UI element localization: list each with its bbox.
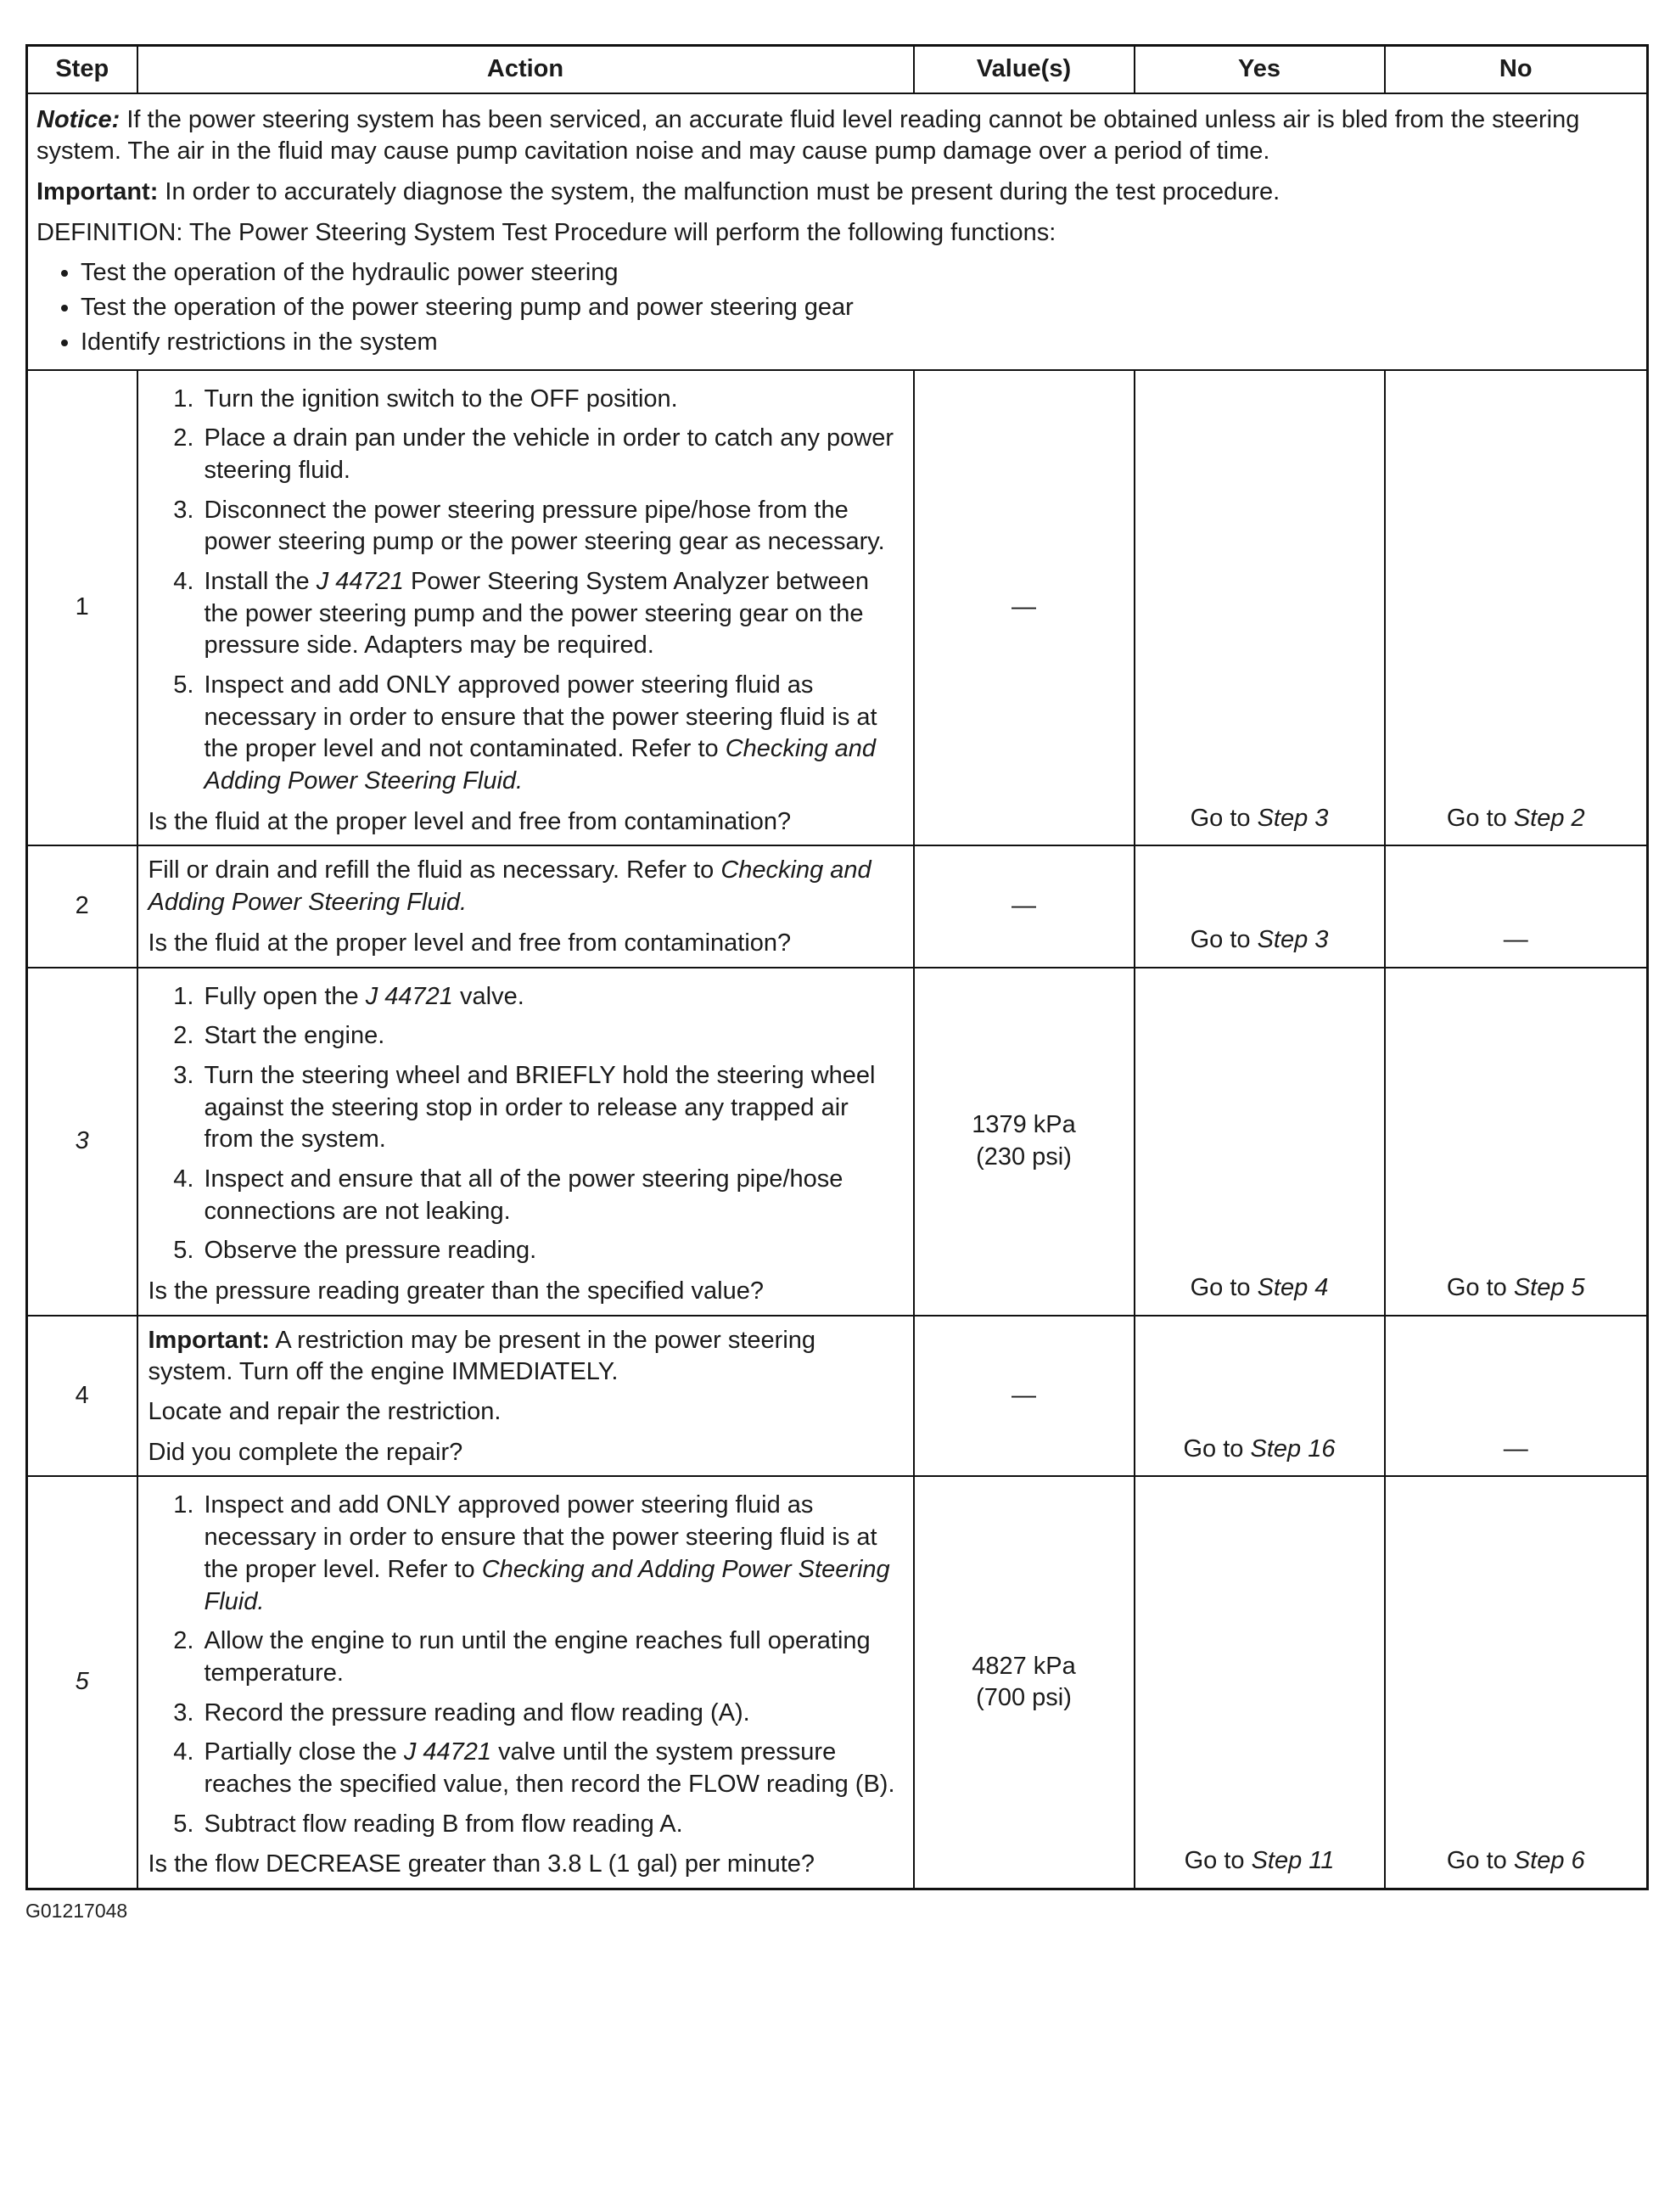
action-item: 5. Subtract flow reading B from flow reading A. xyxy=(201,1809,903,1841)
table-header-row xyxy=(27,46,1648,93)
action-item: 2. Place a drain pan under the vehicle in order to catch any power steering fluid. xyxy=(201,423,903,486)
value-cell xyxy=(914,370,1135,846)
action-cell xyxy=(137,1476,914,1889)
table-row-step-3 xyxy=(27,968,1648,1316)
important-paragraph: Important: In order to accurately diagnose the system, the malfunction must be present during the test procedure. xyxy=(36,178,1281,206)
notice-cell xyxy=(27,93,1648,370)
no-cell: — xyxy=(1385,1316,1648,1477)
action-item: 5. Observe the pressure reading. xyxy=(201,1235,903,1267)
value-line: 1379 kPa xyxy=(972,1110,1076,1138)
no-cell: Go to Step 2 xyxy=(1385,370,1648,846)
table-row-step-4 xyxy=(27,1316,1648,1477)
definition-paragraph: DEFINITION: The Power Steering System Test Procedure will perform the following functions: xyxy=(36,218,1056,246)
column-header-yes: Yes xyxy=(1135,46,1385,93)
step-number: 1 xyxy=(27,370,137,846)
value-line: — xyxy=(1012,892,1036,920)
step-number: 2 xyxy=(27,845,137,967)
no-cell: Go to Step 5 xyxy=(1385,968,1648,1316)
bullet-item: • Identify restrictions in the system xyxy=(81,327,1634,359)
column-header-no: No xyxy=(1385,46,1648,93)
value-line: (700 psi) xyxy=(976,1684,1072,1712)
action-list xyxy=(149,981,903,1268)
action-question: Did you complete the repair? xyxy=(148,1438,463,1466)
notice-paragraph: Notice: If the power steering system has been serviced, an accurate fluid level reading cannot be obtained unless air is bled from the steering system. The air in the fluid may cause pump cavitation noise and may cause pump damage over a period of time. xyxy=(36,105,1580,166)
bullet-item: • Test the operation of the hydraulic power steering xyxy=(81,257,1634,289)
action-cell xyxy=(137,845,914,967)
action-cell xyxy=(137,370,914,846)
action-paragraph: Fill or drain and refill the fluid as necessary. Refer to Checking and Adding Power Steering Fluid. xyxy=(148,856,871,917)
step-number: 4 xyxy=(27,1316,137,1477)
value-line: 4827 kPa xyxy=(972,1652,1076,1680)
action-question: Is the pressure reading greater than the specified value? xyxy=(148,1277,764,1305)
no-cell: — xyxy=(1385,845,1648,967)
yes-cell: Go to Step 3 xyxy=(1135,370,1385,846)
action-item: 4. Partially close the J 44721 valve until the system pressure reaches the specified value, then record the FLOW reading (B). xyxy=(201,1737,903,1800)
action-item: 1. Turn the ignition switch to the OFF position. xyxy=(201,384,903,416)
bullet-item: • Test the operation of the power steering pump and power steering gear xyxy=(81,292,1634,324)
action-item: 2. Allow the engine to run until the engine reaches full operating temperature. xyxy=(201,1625,903,1689)
action-item: 3. Turn the steering wheel and BRIEFLY hold the steering wheel against the steering stop in order to release any trapped air from the system. xyxy=(201,1060,903,1156)
definition-bullet-list xyxy=(36,257,1634,358)
value-line: — xyxy=(1012,593,1036,621)
action-question: Is the flow DECREASE greater than 3.8 L (1 gal) per minute? xyxy=(148,1850,815,1878)
action-paragraph: Important: A restriction may be present in the power steering system. Turn off the engine IMMEDIATELY. xyxy=(148,1326,816,1386)
table-row-step-5 xyxy=(27,1476,1648,1889)
diagnostic-table xyxy=(25,44,1649,1890)
step-number: 3 xyxy=(27,968,137,1316)
action-item: 4. Install the J 44721 Power Steering System Analyzer between the power steering pump and the power steering gear on the pressure side. Adapters may be required. xyxy=(201,566,903,662)
action-item: 3. Record the pressure reading and flow reading (A). xyxy=(201,1698,903,1730)
yes-cell: Go to Step 16 xyxy=(1135,1316,1385,1477)
action-list xyxy=(149,384,903,798)
column-header-action: Action xyxy=(137,46,914,93)
action-paragraph: Locate and repair the restriction. xyxy=(148,1398,502,1426)
action-question: Is the fluid at the proper level and free from contamination? xyxy=(148,807,792,835)
notice-row xyxy=(27,93,1648,370)
table-row-step-2 xyxy=(27,845,1648,967)
no-cell: Go to Step 6 xyxy=(1385,1476,1648,1889)
action-list xyxy=(149,1490,903,1840)
yes-cell: Go to Step 3 xyxy=(1135,845,1385,967)
table-row-step-1 xyxy=(27,370,1648,846)
figure-id: G01217048 xyxy=(25,1900,128,1922)
action-item: 4. Inspect and ensure that all of the power steering pipe/hose connections are not leaking. xyxy=(201,1164,903,1227)
action-item: 2. Start the engine. xyxy=(201,1020,903,1053)
action-item: 1. Fully open the J 44721 valve. xyxy=(201,981,903,1013)
action-item: 5. Inspect and add ONLY approved power steering fluid as necessary in order to ensure that the power steering fluid is at the proper level and not contaminated. Refer to Checking and Adding Power Steering Fluid. xyxy=(201,670,903,798)
column-header-values: Value(s) xyxy=(914,46,1135,93)
value-cell xyxy=(914,845,1135,967)
action-cell xyxy=(137,968,914,1316)
column-header-step: Step xyxy=(27,46,137,93)
value-cell xyxy=(914,1316,1135,1477)
value-cell xyxy=(914,1476,1135,1889)
action-item: 1. Inspect and add ONLY approved power steering fluid as necessary in order to ensure that the power steering fluid is at the proper level. Refer to Checking and Adding Power Steering Fluid. xyxy=(201,1490,903,1618)
yes-cell: Go to Step 11 xyxy=(1135,1476,1385,1889)
action-item: 3. Disconnect the power steering pressure pipe/hose from the power steering pump or the power steering gear as necessary. xyxy=(201,495,903,559)
action-question: Is the fluid at the proper level and free from contamination? xyxy=(148,929,792,957)
action-cell xyxy=(137,1316,914,1477)
value-line: (230 psi) xyxy=(976,1142,1072,1171)
yes-cell: Go to Step 4 xyxy=(1135,968,1385,1316)
value-cell xyxy=(914,968,1135,1316)
step-number: 5 xyxy=(27,1476,137,1889)
value-line: — xyxy=(1012,1381,1036,1409)
